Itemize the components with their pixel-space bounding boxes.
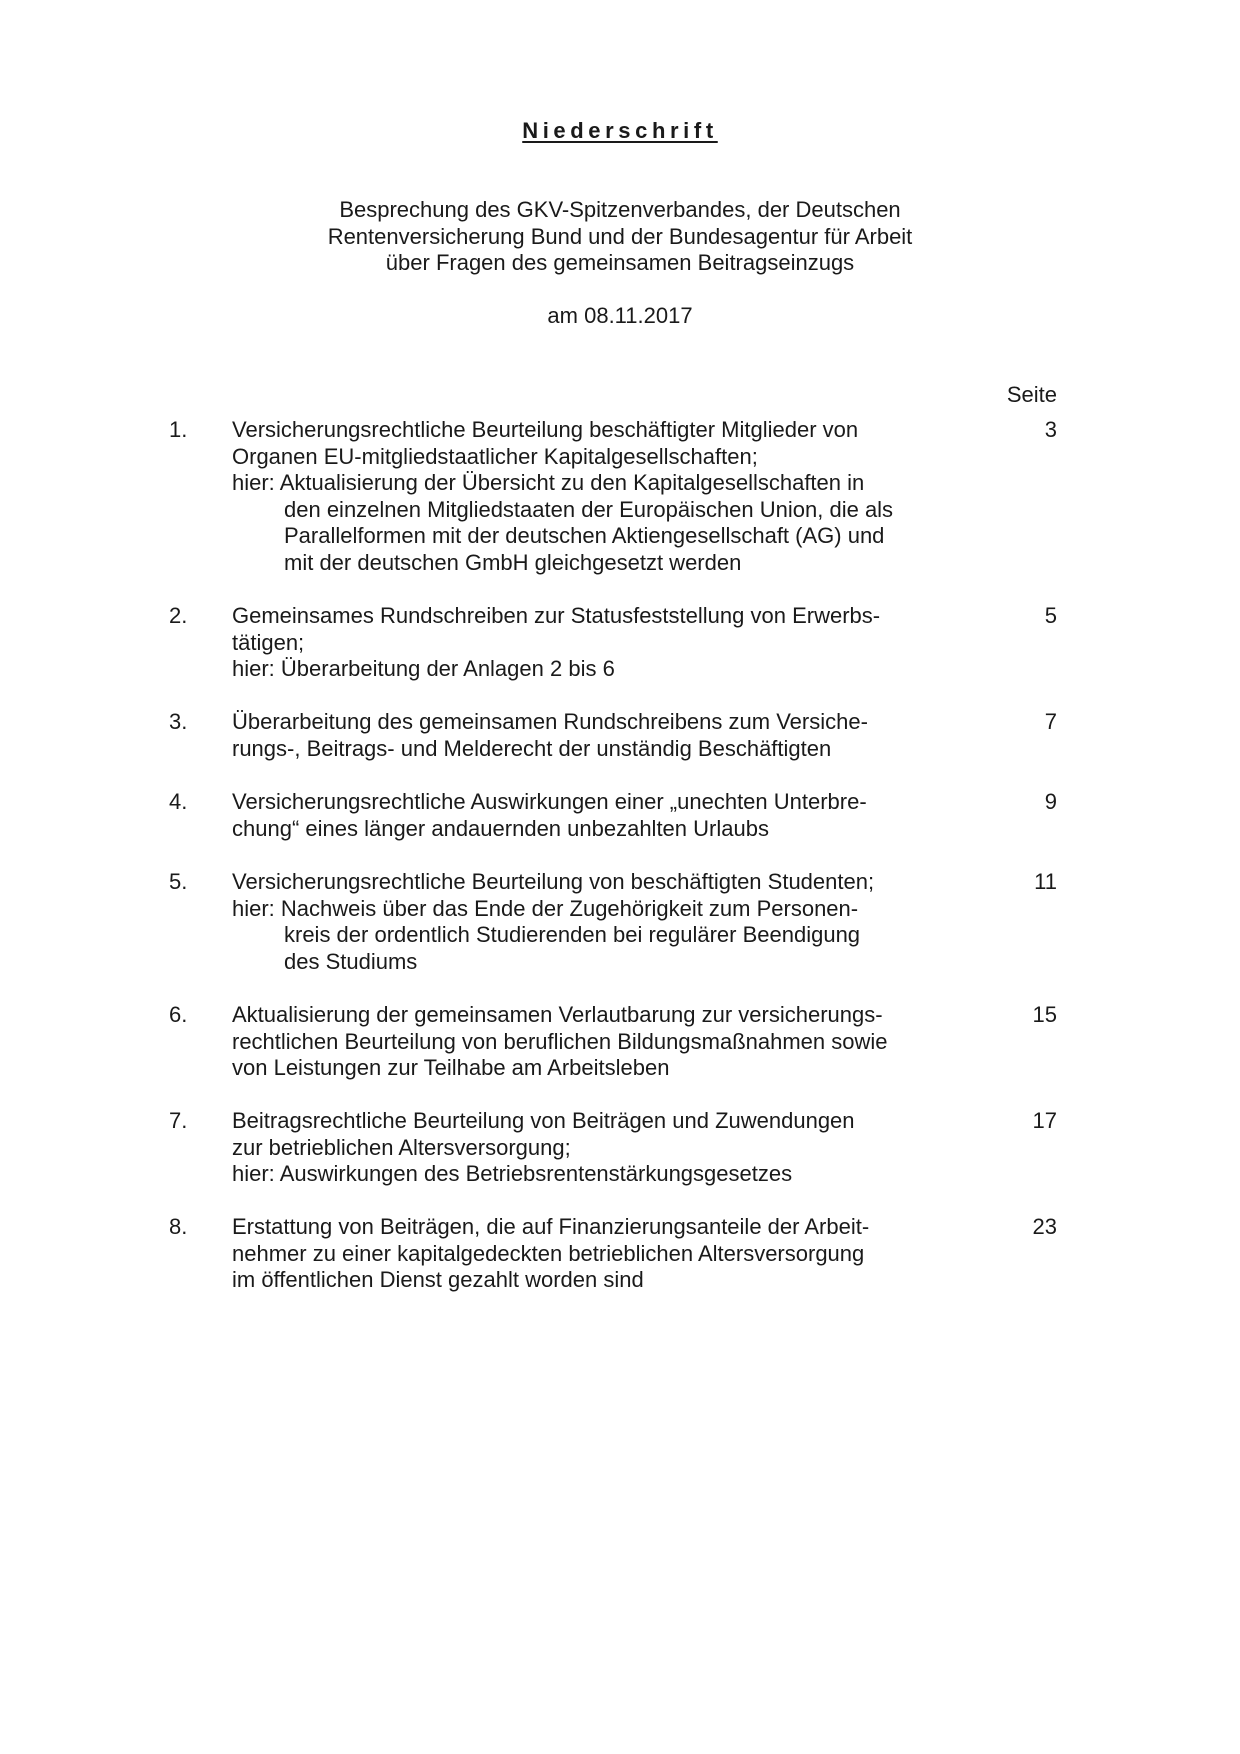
toc-item-line: rechtlichen Beurteilung von beruflichen Bildungsmaßnahmen sowie [232, 1028, 888, 1054]
toc-item-line: Überarbeitung des gemeinsamen Rundschreibens zum Versiche- [232, 709, 868, 734]
meeting-date: am 08.11.2017 [547, 303, 693, 328]
toc-item-number: 6. [169, 1002, 188, 1027]
toc-item-line: von Leistungen zur Teilhabe am Arbeitsleben [232, 1055, 670, 1080]
toc-item-number: 3. [169, 709, 188, 734]
toc-item-line: hier: Auswirkungen des Betriebsrentenstärkungsgesetzes [232, 1161, 793, 1186]
toc-item-line: Versicherungsrechtliche Beurteilung von beschäftigten Studenten; [232, 869, 875, 894]
toc-item-line: Parallelformen mit der deutschen Aktiengesellschaft (AG) und [284, 523, 885, 548]
toc-item-line: Versicherungsrechtliche Auswirkungen einer „unechten Unterbre- [232, 789, 867, 814]
toc-item-number: 1. [169, 417, 188, 442]
toc-item-line: den einzelnen Mitgliedstaaten der Europäischen Union, die als [284, 496, 894, 522]
toc-item-text [232, 1108, 932, 1188]
toc-item-text [232, 603, 932, 683]
toc-item-line: Versicherungsrechtliche Beurteilung beschäftigter Mitglieder von [232, 417, 859, 442]
toc-item-line: Erstattung von Beiträgen, die auf Finanzierungsanteile der Arbeit- [232, 1214, 870, 1239]
toc-item-line: nehmer zu einer kapitalgedeckten betrieblichen Altersversorgung [232, 1240, 865, 1266]
toc-item-line: im öffentlichen Dienst gezahlt worden sind [232, 1267, 644, 1292]
page-column-header: Seite [1006, 382, 1057, 407]
toc-item-page-number: 3 [1044, 417, 1057, 442]
toc-item-text [232, 1002, 932, 1082]
toc-item-line: des Studiums [284, 948, 418, 974]
toc-item-line: hier: Aktualisierung der Übersicht zu den Kapitalgesellschaften in [232, 470, 865, 495]
toc-item-page-number: 7 [1044, 709, 1057, 734]
toc-item-page-number: 23 [1032, 1214, 1057, 1239]
toc-item-line: mit der deutschen GmbH gleichgesetzt werden [284, 549, 742, 575]
toc-item-text [232, 417, 932, 576]
toc-item-page-number: 11 [1034, 869, 1057, 894]
document-title: Niederschrift [522, 118, 718, 143]
toc-item-number: 2. [169, 603, 188, 628]
toc-item-line: Aktualisierung der gemeinsamen Verlautbarung zur versicherungs- [232, 1002, 883, 1027]
toc-item-line: rungs-, Beitrags- und Melderecht der unständig Beschäftigten [232, 735, 832, 761]
toc-item-page-number: 9 [1044, 789, 1057, 814]
toc-item-text [232, 789, 932, 842]
toc-item-page-number: 17 [1032, 1108, 1057, 1133]
toc-item-line: Beitragsrechtliche Beurteilung von Beiträgen und Zuwendungen [232, 1108, 855, 1133]
toc-item-number: 7. [169, 1108, 188, 1133]
toc-item-page-number: 15 [1032, 1002, 1057, 1027]
meeting-description [0, 197, 1240, 277]
meeting-description-line: Besprechung des GKV-Spitzenverbandes, der Deutschen [339, 197, 901, 222]
toc-item-number: 8. [169, 1214, 188, 1239]
toc-item-line: zur betrieblichen Altersversorgung; [232, 1134, 571, 1160]
meeting-description-line: über Fragen des gemeinsamen Beitragseinzugs [385, 250, 855, 275]
toc-item-page-number: 5 [1044, 603, 1057, 628]
toc-item-line: Gemeinsames Rundschreiben zur Statusfeststellung von Erwerbs- [232, 603, 881, 628]
meeting-description-line: Rentenversicherung Bund und der Bundesagentur für Arbeit [327, 223, 913, 249]
toc-item-line: kreis der ordentlich Studierenden bei regulärer Beendigung [284, 922, 861, 947]
toc-item-line: chung“ eines länger andauernden unbezahlten Urlaubs [232, 815, 769, 841]
toc-item-text [232, 1214, 932, 1294]
toc-item-number: 4. [169, 789, 188, 814]
toc-item-text [232, 869, 932, 975]
toc-item-line: hier: Überarbeitung der Anlagen 2 bis 6 [232, 656, 615, 681]
toc-item-line: Organen EU-mitgliedstaatlicher Kapitalgesellschaften; [232, 443, 758, 469]
toc-item-number: 5. [169, 869, 188, 894]
toc-item-text [232, 709, 932, 762]
toc-item-line: tätigen; [232, 629, 305, 655]
toc-item-line: hier: Nachweis über das Ende der Zugehörigkeit zum Personen- [232, 895, 859, 921]
